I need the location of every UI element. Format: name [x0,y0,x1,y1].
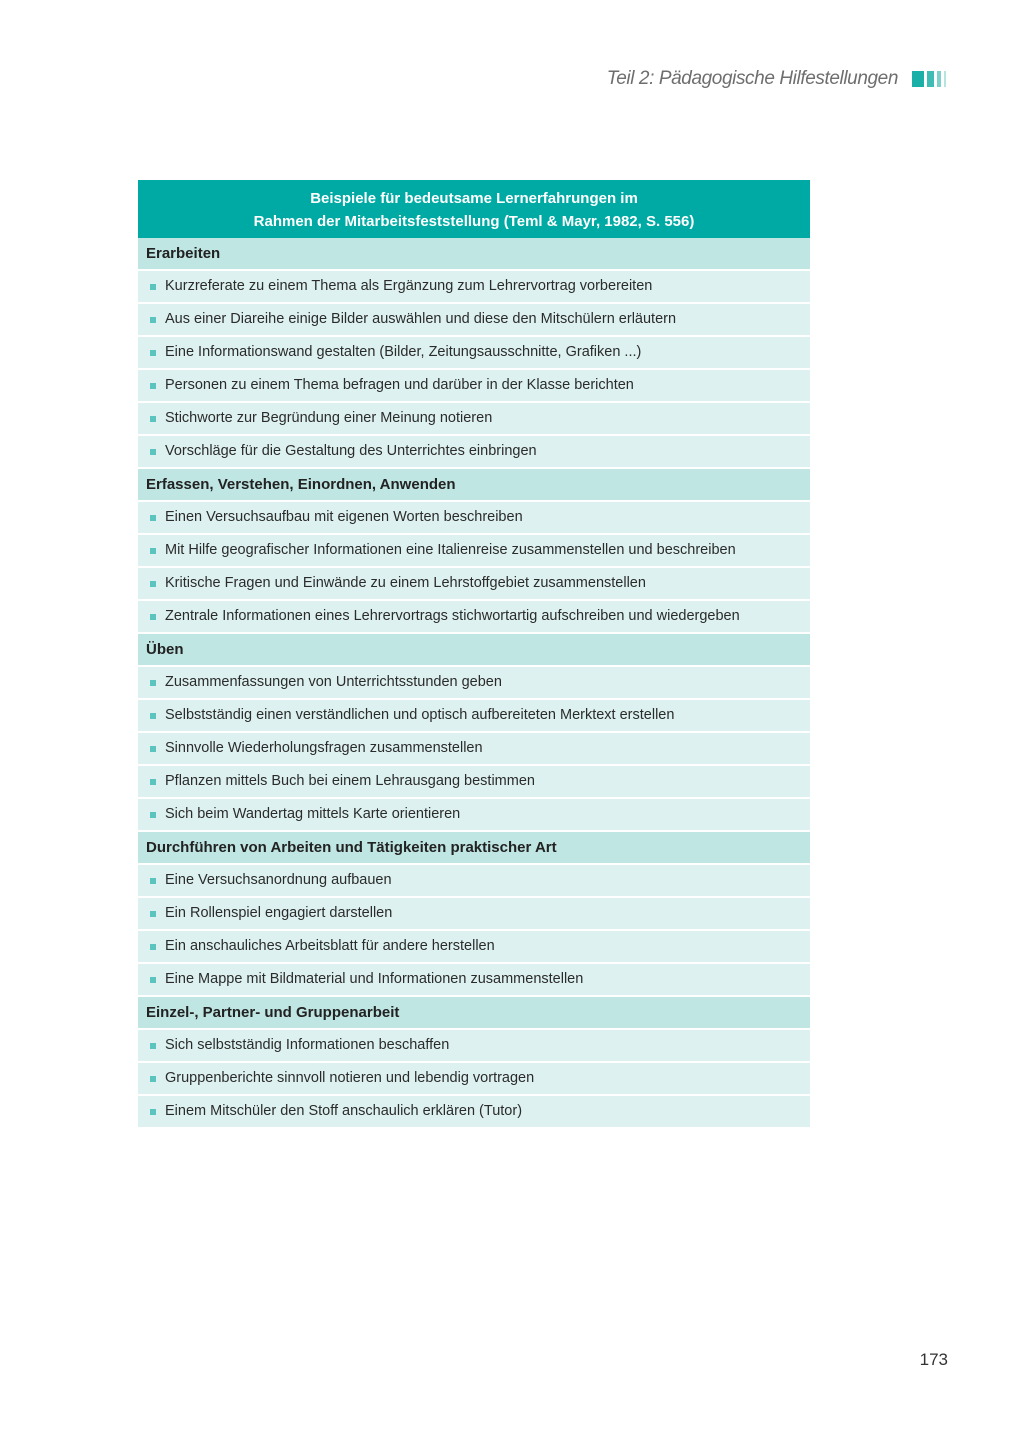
table-row [138,731,810,764]
square-bullet-icon [150,515,156,521]
row-text: Kurzreferate zu einem Thema als Ergänzung zum Lehrervortrag vorbereiten [165,278,653,294]
row-text: Eine Mappe mit Bildmaterial und Informationen zusammenstellen [165,971,584,987]
running-header [607,68,946,90]
row-text: Sich beim Wandertag mittels Karte orientieren [165,806,461,822]
table-row [138,302,810,335]
table-row [138,962,810,995]
row-text: Vorschläge für die Gestaltung des Unterrichtes einbringen [165,443,537,459]
row-text: Sinnvolle Wiederholungsfragen zusammenstellen [165,740,483,756]
row-text: Stichworte zur Begründung einer Meinung notieren [165,410,493,426]
table-row [138,500,810,533]
square-bullet-icon [150,977,156,983]
square-bullet-icon [150,350,156,356]
bar-2 [927,71,934,87]
section-heading: Erarbeiten [138,238,810,269]
table-row [138,368,810,401]
square-bullet-icon [150,746,156,752]
table-row [138,335,810,368]
square-bullet-icon [150,1076,156,1082]
row-text: Aus einer Diareihe einige Bilder auswählen und diese den Mitschülern erläutern [165,311,677,327]
row-text: Mit Hilfe geografischer Informationen eine Italienreise zusammenstellen und beschreiben [165,542,736,558]
section-heading: Einzel-, Partner- und Gruppenarbeit [138,995,810,1028]
table-row [138,1094,810,1127]
table-row [138,929,810,962]
table-row [138,401,810,434]
square-bullet-icon [150,317,156,323]
table-row [138,1028,810,1061]
row-text: Ein anschauliches Arbeitsblatt für andere herstellen [165,938,495,954]
learning-experiences-table [138,180,810,1127]
row-text: Gruppenberichte sinnvoll notieren und lebendig vortragen [165,1070,535,1086]
table-row [138,698,810,731]
table-title-line-2: Rahmen der Mitarbeitsfeststellung (Teml & Mayr, 1982, S. 556) [253,213,695,230]
section-heading: Üben [138,632,810,665]
page-number: 173 [919,1350,948,1369]
row-text: Pflanzen mittels Buch bei einem Lehrausgang bestimmen [165,773,535,789]
chapter-bars-icon [912,71,946,87]
table-row [138,434,810,467]
square-bullet-icon [150,779,156,785]
square-bullet-icon [150,548,156,554]
square-bullet-icon [150,614,156,620]
row-text: Personen zu einem Thema befragen und darüber in der Klasse berichten [165,377,634,393]
square-bullet-icon [150,416,156,422]
section-heading: Durchführen von Arbeiten und Tätigkeiten praktischer Art [138,830,810,863]
square-bullet-icon [150,680,156,686]
square-bullet-icon [150,1043,156,1049]
row-text: Einem Mitschüler den Stoff anschaulich erklären (Tutor) [165,1103,523,1119]
table-row [138,533,810,566]
row-text: Selbstständig einen verständlichen und optisch aufbereiteten Merktext erstellen [165,707,675,723]
square-bullet-icon [150,944,156,950]
square-bullet-icon [150,713,156,719]
row-text: Eine Informationswand gestalten (Bilder, Zeitungsausschnitte, Grafiken ...) [165,344,642,360]
square-bullet-icon [150,581,156,587]
square-bullet-icon [150,911,156,917]
table-row [138,863,810,896]
square-bullet-icon [150,1109,156,1115]
bar-1 [912,71,924,87]
row-text: Zentrale Informationen eines Lehrervortrags stichwortartig aufschreiben und wiedergeben [165,608,740,624]
row-text: Zusammenfassungen von Unterrichtsstunden geben [165,674,502,690]
square-bullet-icon [150,878,156,884]
table-row [138,566,810,599]
bar-3 [937,71,941,87]
table-row [138,269,810,302]
square-bullet-icon [150,284,156,290]
square-bullet-icon [150,449,156,455]
table-row [138,665,810,698]
row-text: Sich selbstständig Informationen beschaffen [165,1037,450,1053]
table-title-line-1: Beispiele für bedeutsame Lernerfahrungen im [310,190,638,207]
bar-4 [944,71,946,87]
square-bullet-icon [150,812,156,818]
row-text: Einen Versuchsaufbau mit eigenen Worten beschreiben [165,509,523,525]
running-title: Teil 2: Pädagogische Hilfestellungen [606,68,898,89]
table-row [138,797,810,830]
square-bullet-icon [150,383,156,389]
table-row [138,896,810,929]
row-text: Eine Versuchsanordnung aufbauen [165,872,392,888]
table-body [138,238,810,1127]
section-heading: Erfassen, Verstehen, Einordnen, Anwenden [138,467,810,500]
table-title [138,180,810,238]
row-text: Kritische Fragen und Einwände zu einem Lehrstoffgebiet zusammenstellen [165,575,646,591]
table-row [138,599,810,632]
table-row [138,764,810,797]
table-row [138,1061,810,1094]
row-text: Ein Rollenspiel engagiert darstellen [165,905,393,921]
